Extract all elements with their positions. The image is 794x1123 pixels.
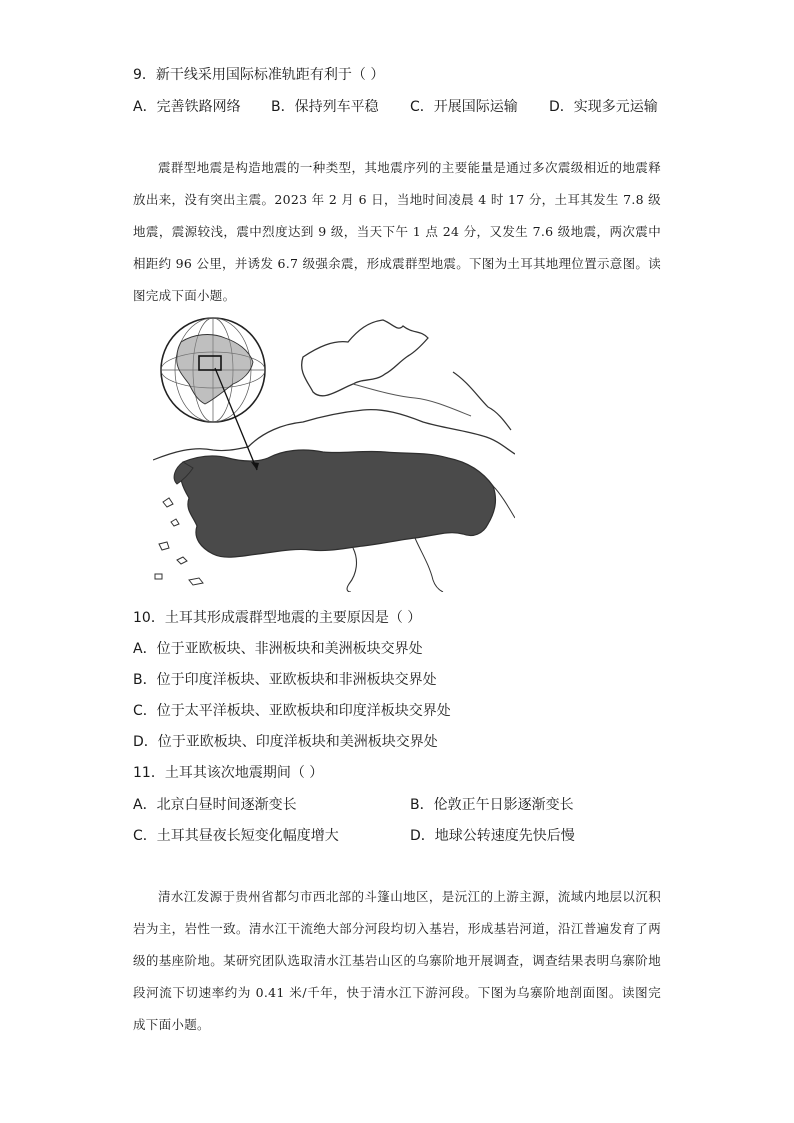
question-10-option-a: A．位于亚欧板块、非洲板块和美洲板块交界处 [133,641,423,657]
passage-qingshui-river: 清水江发源于贵州省都匀市西北部的斗篷山地区，是沅江的上游主源，流域内地层以沉积岩为主，岩性一致。清水江干流绝大部分河段均切入基岩，形成基岩河道，沿江普遍发育了两级的基座阶地。某研究团队选取清水江基岩山区的乌寨阶地开展调查，调查结果表明乌寨阶地段河流下切速率约为 0.41 米/千年，快于清水江下游河段。下图为乌寨阶地剖面图。读图完成下面小题。 [133,889,661,1032]
question-9-option-a: A．完善铁路网络 [133,99,241,115]
question-11-option-c: C．土耳其昼夜长短变化幅度增大 [133,828,339,844]
question-10-option-b: B．位于印度洋板块、亚欧板块和非洲板块交界处 [133,672,437,688]
question-9-option-b: B．保持列车平稳 [271,99,379,115]
question-10-option-c: C．位于太平洋板块、亚欧板块和印度洋板块交界处 [133,703,451,719]
question-11-option-b: B．伦敦正午日影逐渐变长 [410,797,574,813]
turkey-location-map [153,312,515,592]
question-11-option-a: A．北京白昼时间逐渐变长 [133,797,297,813]
globe-inset [161,318,265,422]
question-9-option-c: C．开展国际运输 [410,99,518,115]
question-11-option-d: D．地球公转速度先快后慢 [410,828,575,844]
question-10-stem: 10．土耳其形成震群型地震的主要原因是（ ） [133,610,422,626]
question-9-stem: 9．新干线采用国际标准轨距有利于（ ） [133,67,385,83]
question-10-option-d: D．位于亚欧板块、印度洋板块和美洲板块交界处 [133,734,438,750]
passage-earthquake: 震群型地震是构造地震的一种类型，其地震序列的主要能量是通过多次震级相近的地震释放出来，没有突出主震。2023 年 2 月 6 日，当地时间凌晨 4 时 17 分，土耳其发生 7.8 级地震，震源较浅，震中烈度达到 9 级，当天下午 1 点 24 分，又发生 7.6 级地震，两次震中相距约 96 公里，并诱发 6.7 级强余震，形成震群型地震。下图为土耳其地理位置示意图。读图完成下面小题。 [133,160,661,303]
question-9-option-d: D．实现多元运输 [549,99,658,115]
question-11-stem: 11．土耳其该次地震期间（ ） [133,765,324,781]
